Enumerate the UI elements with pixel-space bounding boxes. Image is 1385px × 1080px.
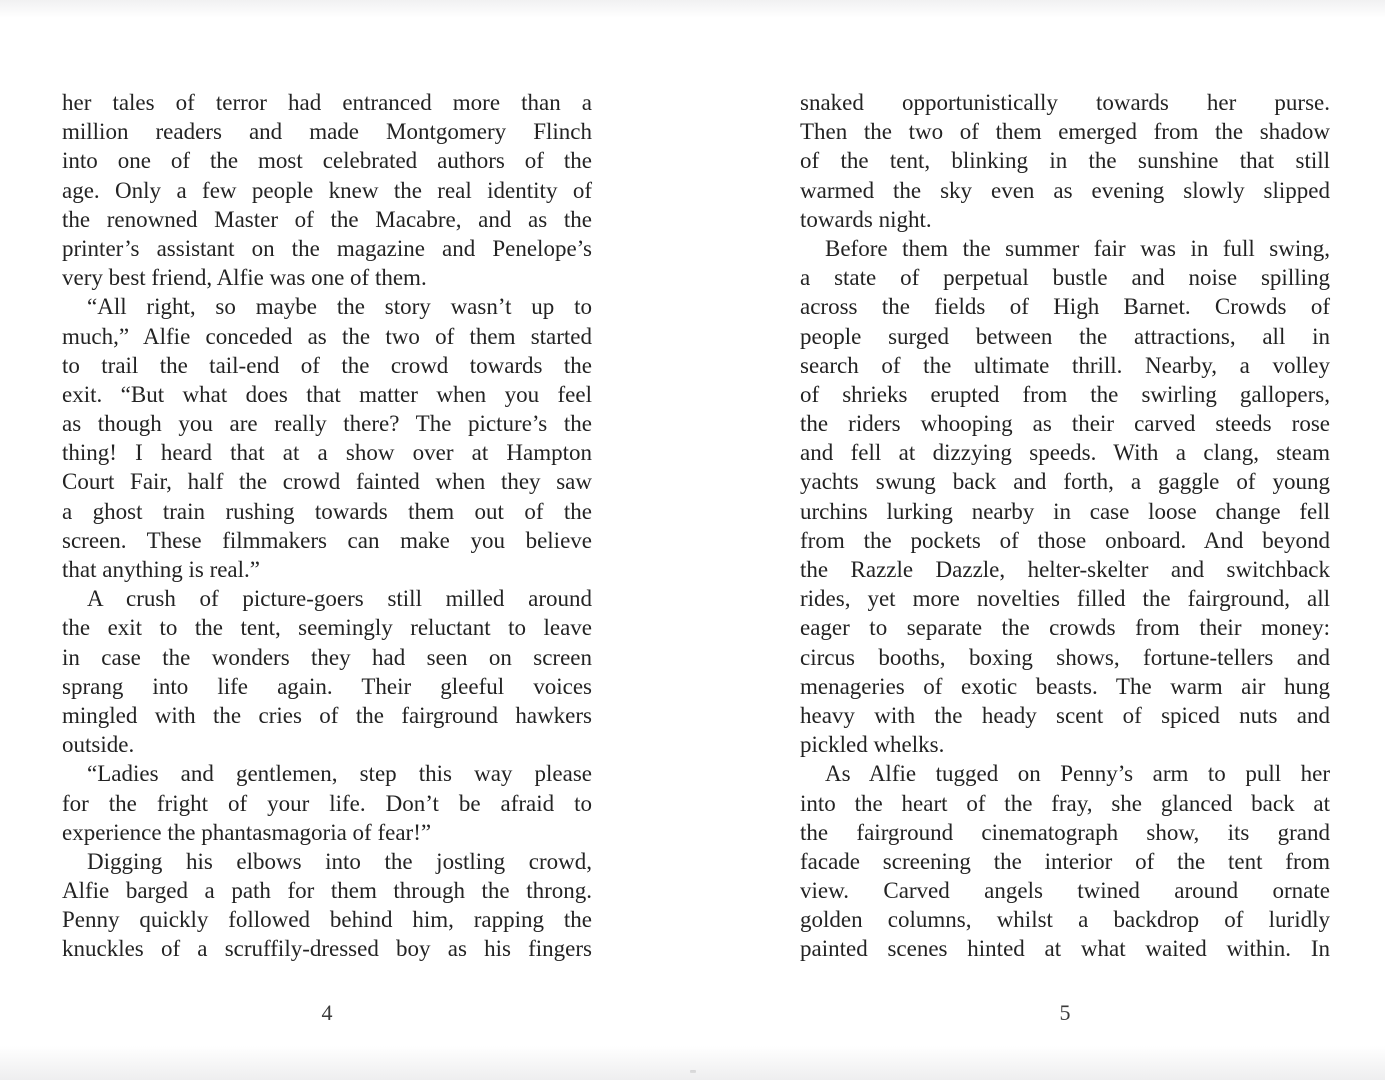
text-line: snaked opportunistically towards her purse. (800, 90, 1330, 115)
text-line: and fell at dizzying speeds. With a clang, steam (800, 440, 1330, 466)
text-line: pickled whelks. (800, 732, 945, 758)
text-line: circus booths, boxing shows, fortune-tellers and (800, 644, 1330, 670)
text-line: golden columns, whilst a backdrop of luridly (800, 907, 1330, 933)
page-dash-icon (690, 1070, 696, 1073)
text-line: for the fright of your life. Don’t be afraid to (62, 790, 592, 816)
text-line: the riders whooping as their carved steeds rose (800, 411, 1330, 437)
text-line: million readers and made Montgomery Flinch (62, 119, 592, 145)
text-line: rides, yet more novelties filled the fairground, all (800, 586, 1330, 612)
page-left (62, 88, 592, 1025)
text-line: yachts swung back and forth, a gaggle of young (800, 469, 1330, 495)
page-number-right: 5 (1059, 1000, 1071, 1025)
text-line: a ghost train rushing towards them out of the (62, 498, 592, 524)
text-line: from the pockets of those onboard. And beyond (800, 527, 1330, 553)
text-line: warmed the sky even as evening slowly slipped (800, 177, 1330, 203)
text-line: exit. “But what does that matter when you feel (62, 381, 592, 407)
text-line: Court Fair, half the crowd fainted when they saw (62, 469, 592, 495)
text-line: thing! I heard that at a show over at Hampton (62, 440, 592, 466)
text-line: towards night. (800, 206, 932, 232)
text-line: the exit to the tent, seemingly reluctant to leave (62, 615, 592, 641)
text-lines (62, 88, 592, 964)
text-line: heavy with the heady scent of spiced nuts and (800, 702, 1330, 728)
text-line: A crush of picture-goers still milled around (87, 586, 592, 612)
text-line: Alfie barged a path for them through the throng. (62, 878, 592, 904)
text-line: outside. (62, 732, 135, 758)
text-line: to trail the tail-end of the crowd towards the (62, 352, 592, 378)
text-line: urchins lurking nearby in case loose change fell (800, 498, 1330, 524)
text-line: facade screening the interior of the tent from (800, 848, 1330, 874)
text-line: experience the phantasmagoria of fear!” (62, 819, 432, 845)
text-line: Digging his elbows into the jostling crowd, (87, 848, 592, 874)
text-line: “Ladies and gentlemen, step this way please (87, 761, 592, 787)
text-line: view. Carved angels twined around ornate (800, 878, 1330, 904)
text-line: into one of the most celebrated authors of the (62, 148, 592, 174)
text-line: the Razzle Dazzle, helter-skelter and switchback (800, 557, 1330, 582)
text-line: very best friend, Alfie was one of them. (62, 265, 427, 291)
text-line: search of the ultimate thrill. Nearby, a volley (800, 352, 1330, 378)
text-line: Then the two of them emerged from the shadow (800, 119, 1330, 145)
text-line: painted scenes hinted at what waited within. In (800, 936, 1330, 962)
text-line: a state of perpetual bustle and noise spilling (800, 265, 1330, 291)
text-line: knuckles of a scruffily-dressed boy as his fingers (62, 936, 592, 962)
text-line: eager to separate the crowds from their money: (800, 615, 1330, 641)
text-line: mingled with the cries of the fairground hawkers (62, 702, 592, 728)
text-line: much,” Alfie conceded as the two of them started (62, 323, 592, 349)
text-line: the renowned Master of the Macabre, and as the (62, 206, 592, 232)
text-line: menageries of exotic beasts. The warm air hung (800, 673, 1330, 699)
text-line: in case the wonders they had seen on screen (62, 644, 592, 670)
text-line: printer’s assistant on the magazine and Penelope’s (62, 235, 592, 261)
text-line: sprang into life again. Their gleeful voices (62, 673, 592, 699)
text-line: into the heart of the fray, she glanced back at (800, 790, 1330, 816)
text-line: across the fields of High Barnet. Crowds of (800, 294, 1330, 320)
text-line: screen. These filmmakers can make you believe (62, 527, 592, 553)
text-line: the fairground cinematograph show, its grand (800, 819, 1330, 845)
text-line: “All right, so maybe the story wasn’t up to (87, 294, 592, 320)
text-line: Before them the summer fair was in full swing, (825, 235, 1330, 261)
page-number-left: 4 (321, 1000, 333, 1025)
text-line: of the tent, blinking in the sunshine that still (800, 148, 1330, 174)
text-lines (800, 88, 1330, 964)
page-right (800, 88, 1330, 1025)
text-line: people surged between the attractions, all in (800, 323, 1330, 349)
text-line: As Alfie tugged on Penny’s arm to pull her (825, 761, 1330, 787)
text-line: that anything is real.” (62, 557, 260, 582)
text-line: her tales of terror had entranced more than a (62, 90, 592, 115)
text-line: age. Only a few people knew the real identity of (62, 177, 592, 203)
text-line: as though you are really there? The picture’s the (62, 411, 592, 437)
text-line: Penny quickly followed behind him, rapping the (62, 907, 592, 933)
text-line: of shrieks erupted from the swirling gallopers, (800, 381, 1330, 407)
